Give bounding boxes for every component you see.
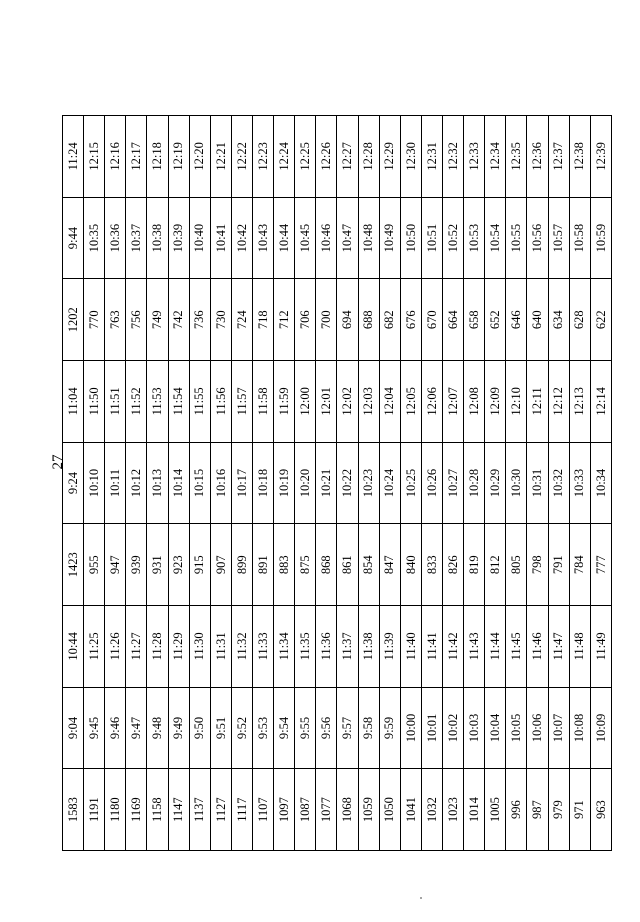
table-cell: 1137: [189, 769, 210, 851]
table-cell: 11:33: [252, 606, 273, 688]
table-cell: 10:41: [210, 197, 231, 279]
table-cell: 11:29: [168, 606, 189, 688]
table-cell: 770: [84, 279, 105, 361]
table-cell: 11:32: [231, 606, 252, 688]
table-cell: 652: [485, 279, 506, 361]
table-cell: 10:00: [400, 687, 421, 769]
table-cell: 12:15: [84, 116, 105, 198]
table-row: [548, 116, 569, 851]
table-cell: 12:20: [189, 116, 210, 198]
table-cell: 11:45: [506, 606, 527, 688]
table-cell: 826: [442, 524, 463, 606]
table-cell: 763: [105, 279, 126, 361]
table-row: [442, 116, 463, 851]
table-cell: 10:01: [421, 687, 442, 769]
table-cell: 11:57: [231, 361, 252, 443]
table-cell: 1169: [126, 769, 147, 851]
table-cell: 10:36: [105, 197, 126, 279]
table-cell: 10:35: [84, 197, 105, 279]
table-cell: 10:48: [358, 197, 379, 279]
table-cell: 10:42: [231, 197, 252, 279]
table-cell: 9:47: [126, 687, 147, 769]
table-cell: 12:29: [379, 116, 400, 198]
table-cell: 700: [316, 279, 337, 361]
table-cell: 12:30: [400, 116, 421, 198]
table-cell: 10:21: [316, 442, 337, 524]
table-cell: 10:22: [337, 442, 358, 524]
table-cell: 12:03: [358, 361, 379, 443]
table-cell: 11:38: [358, 606, 379, 688]
table-cell: 12:02: [337, 361, 358, 443]
table-cell: 10:04: [485, 687, 506, 769]
table-cell: 10:40: [189, 197, 210, 279]
table-cell: 847: [379, 524, 400, 606]
table-cell: 10:47: [337, 197, 358, 279]
table-cell: 12:24: [274, 116, 295, 198]
table-cell: 12:06: [421, 361, 442, 443]
table-cell: 11:52: [126, 361, 147, 443]
table-cell: 10:11: [105, 442, 126, 524]
table-row: [274, 116, 295, 851]
table-cell: 12:18: [147, 116, 168, 198]
table-cell: 868: [316, 524, 337, 606]
table-cell: 883: [274, 524, 295, 606]
table-cell: 875: [295, 524, 316, 606]
table-cell: 658: [464, 279, 485, 361]
table-cell: 9:04: [63, 687, 84, 769]
table-cell: 805: [506, 524, 527, 606]
table-cell: 9:44: [63, 197, 84, 279]
table-row: [168, 116, 189, 851]
table-cell: 10:31: [527, 442, 548, 524]
table-cell: 11:53: [147, 361, 168, 443]
table-cell: 963: [590, 769, 611, 851]
table-cell: 12:32: [442, 116, 463, 198]
table-cell: 11:37: [337, 606, 358, 688]
table-cell: 10:10: [84, 442, 105, 524]
table-cell: 10:51: [421, 197, 442, 279]
table-row: [527, 116, 548, 851]
table-cell: 12:11: [527, 361, 548, 443]
table-cell: 724: [231, 279, 252, 361]
table-cell: 12:31: [421, 116, 442, 198]
table-cell: 11:50: [84, 361, 105, 443]
table-cell: 12:14: [590, 361, 611, 443]
table-cell: 971: [569, 769, 590, 851]
table-cell: 12:04: [379, 361, 400, 443]
table-cell: 11:40: [400, 606, 421, 688]
table-cell: 12:00: [295, 361, 316, 443]
table-cell: 1202: [63, 279, 84, 361]
table-row: [400, 116, 421, 851]
table-cell: 10:27: [442, 442, 463, 524]
table-cell: 10:13: [147, 442, 168, 524]
table-cell: 11:41: [421, 606, 442, 688]
table-cell: 11:25: [84, 606, 105, 688]
table-cell: 819: [464, 524, 485, 606]
table-cell: 907: [210, 524, 231, 606]
table-cell: 915: [189, 524, 210, 606]
table-row: [252, 116, 273, 851]
table-cell: 833: [421, 524, 442, 606]
table-cell: 670: [421, 279, 442, 361]
table-cell: 10:07: [548, 687, 569, 769]
table-cell: 12:21: [210, 116, 231, 198]
table-cell: 12:27: [337, 116, 358, 198]
table-cell: 11:34: [274, 606, 295, 688]
table-cell: 10:17: [231, 442, 252, 524]
table-cell: 622: [590, 279, 611, 361]
table-cell: 12:39: [590, 116, 611, 198]
table-cell: 10:58: [569, 197, 590, 279]
table-cell: 987: [527, 769, 548, 851]
table-cell: 10:03: [464, 687, 485, 769]
table-cell: 10:52: [442, 197, 463, 279]
scan-speck: [420, 897, 422, 899]
table-cell: 682: [379, 279, 400, 361]
table-row: [189, 116, 210, 851]
table-cell: 11:55: [189, 361, 210, 443]
rotated-table-container: [62, 115, 612, 851]
table-cell: 10:20: [295, 442, 316, 524]
table-cell: 11:48: [569, 606, 590, 688]
table-cell: 11:28: [147, 606, 168, 688]
table-cell: 10:54: [485, 197, 506, 279]
table-cell: 12:35: [506, 116, 527, 198]
table-cell: 10:26: [421, 442, 442, 524]
table-cell: 10:16: [210, 442, 231, 524]
timetable: [62, 115, 612, 851]
table-cell: 694: [337, 279, 358, 361]
table-cell: 931: [147, 524, 168, 606]
table-cell: 10:15: [189, 442, 210, 524]
table-cell: 10:56: [527, 197, 548, 279]
table-cell: 996: [506, 769, 527, 851]
table-cell: 1191: [84, 769, 105, 851]
table-cell: 10:53: [464, 197, 485, 279]
table-cell: 10:44: [274, 197, 295, 279]
table-cell: 12:26: [316, 116, 337, 198]
table-cell: 9:46: [105, 687, 126, 769]
table-cell: 955: [84, 524, 105, 606]
table-cell: 1423: [63, 524, 84, 606]
table-row: [358, 116, 379, 851]
table-cell: 628: [569, 279, 590, 361]
table-cell: 12:33: [464, 116, 485, 198]
table-header-row: [63, 116, 84, 851]
table-cell: 9:49: [168, 687, 189, 769]
table-cell: 11:31: [210, 606, 231, 688]
table-cell: 9:24: [63, 442, 84, 524]
table-cell: 11:46: [527, 606, 548, 688]
table-cell: 1032: [421, 769, 442, 851]
table-cell: 10:23: [358, 442, 379, 524]
table-cell: 12:34: [485, 116, 506, 198]
table-cell: 12:10: [506, 361, 527, 443]
table-row: [485, 116, 506, 851]
table-cell: 11:35: [295, 606, 316, 688]
table-cell: 1097: [274, 769, 295, 851]
table-row: [464, 116, 485, 851]
table-cell: 1059: [358, 769, 379, 851]
table-cell: 1014: [464, 769, 485, 851]
table-cell: 10:33: [569, 442, 590, 524]
table-cell: 12:37: [548, 116, 569, 198]
page-number: 27: [50, 454, 66, 470]
table-cell: 664: [442, 279, 463, 361]
table-cell: 12:12: [548, 361, 569, 443]
table-cell: 12:17: [126, 116, 147, 198]
table-row: [421, 116, 442, 851]
table-cell: 11:30: [189, 606, 210, 688]
table-cell: 1127: [210, 769, 231, 851]
table-cell: 777: [590, 524, 611, 606]
table-cell: 9:50: [189, 687, 210, 769]
table-cell: 688: [358, 279, 379, 361]
table-cell: 11:54: [168, 361, 189, 443]
table-cell: 10:49: [379, 197, 400, 279]
table-row: [590, 116, 611, 851]
table-cell: 12:19: [168, 116, 189, 198]
table-cell: 10:12: [126, 442, 147, 524]
table-cell: 1087: [295, 769, 316, 851]
table-cell: 891: [252, 524, 273, 606]
table-cell: 1005: [485, 769, 506, 851]
table-cell: 11:59: [274, 361, 295, 443]
table-cell: 10:37: [126, 197, 147, 279]
table-cell: 718: [252, 279, 273, 361]
table-cell: 9:48: [147, 687, 168, 769]
table-row: [569, 116, 590, 851]
table-cell: 10:44: [63, 606, 84, 688]
table-cell: 11:36: [316, 606, 337, 688]
table-cell: 10:55: [506, 197, 527, 279]
table-row: [147, 116, 168, 851]
table-cell: 12:08: [464, 361, 485, 443]
table-row: [210, 116, 231, 851]
table-cell: 9:58: [358, 687, 379, 769]
table-cell: 10:28: [464, 442, 485, 524]
table-cell: 10:24: [379, 442, 400, 524]
table-cell: 712: [274, 279, 295, 361]
table-cell: 11:51: [105, 361, 126, 443]
table-cell: 9:54: [274, 687, 295, 769]
table-cell: 861: [337, 524, 358, 606]
table-cell: 9:59: [379, 687, 400, 769]
table-cell: 12:01: [316, 361, 337, 443]
table-cell: 10:14: [168, 442, 189, 524]
table-cell: 10:05: [506, 687, 527, 769]
table-cell: 11:43: [464, 606, 485, 688]
table-cell: 1583: [63, 769, 84, 851]
table-cell: 10:19: [274, 442, 295, 524]
table-cell: 10:02: [442, 687, 463, 769]
table-cell: 11:49: [590, 606, 611, 688]
table-cell: 11:42: [442, 606, 463, 688]
table-row: [506, 116, 527, 851]
table-cell: 1117: [231, 769, 252, 851]
table-cell: 10:34: [590, 442, 611, 524]
table-cell: 9:51: [210, 687, 231, 769]
table-cell: 923: [168, 524, 189, 606]
table-cell: 742: [168, 279, 189, 361]
timetable-body: [63, 116, 612, 851]
table-cell: 947: [105, 524, 126, 606]
table-row: [337, 116, 358, 851]
table-cell: 10:30: [506, 442, 527, 524]
table-cell: 12:22: [231, 116, 252, 198]
table-cell: 12:25: [295, 116, 316, 198]
table-cell: 1023: [442, 769, 463, 851]
table-cell: 12:23: [252, 116, 273, 198]
table-cell: 1041: [400, 769, 421, 851]
table-cell: 12:38: [569, 116, 590, 198]
table-cell: 12:28: [358, 116, 379, 198]
table-cell: 784: [569, 524, 590, 606]
table-row: [231, 116, 252, 851]
table-cell: 11:47: [548, 606, 569, 688]
table-cell: 10:18: [252, 442, 273, 524]
table-cell: 10:06: [527, 687, 548, 769]
table-cell: 9:57: [337, 687, 358, 769]
table-cell: 11:58: [252, 361, 273, 443]
table-cell: 640: [527, 279, 548, 361]
table-cell: 9:53: [252, 687, 273, 769]
table-cell: 812: [485, 524, 506, 606]
table-cell: 11:56: [210, 361, 231, 443]
table-cell: 756: [126, 279, 147, 361]
table-cell: 12:07: [442, 361, 463, 443]
table-cell: 854: [358, 524, 379, 606]
table-cell: 10:45: [295, 197, 316, 279]
table-cell: 10:46: [316, 197, 337, 279]
table-cell: 676: [400, 279, 421, 361]
table-cell: 10:57: [548, 197, 569, 279]
table-cell: 11:27: [126, 606, 147, 688]
table-row: [295, 116, 316, 851]
table-cell: 1068: [337, 769, 358, 851]
table-cell: 12:36: [527, 116, 548, 198]
table-cell: 730: [210, 279, 231, 361]
table-cell: 1147: [168, 769, 189, 851]
table-cell: 10:25: [400, 442, 421, 524]
table-cell: 979: [548, 769, 569, 851]
table-cell: 9:52: [231, 687, 252, 769]
table-cell: 10:59: [590, 197, 611, 279]
table-cell: 1050: [379, 769, 400, 851]
table-cell: 736: [189, 279, 210, 361]
table-cell: 646: [506, 279, 527, 361]
table-cell: 12:16: [105, 116, 126, 198]
table-cell: 11:04: [63, 361, 84, 443]
table-cell: 12:05: [400, 361, 421, 443]
table-cell: 9:55: [295, 687, 316, 769]
table-cell: 10:09: [590, 687, 611, 769]
table-cell: 10:29: [485, 442, 506, 524]
table-cell: 749: [147, 279, 168, 361]
table-cell: 9:45: [84, 687, 105, 769]
table-cell: 11:24: [63, 116, 84, 198]
table-cell: 1107: [252, 769, 273, 851]
table-cell: 1158: [147, 769, 168, 851]
table-row: [84, 116, 105, 851]
table-row: [126, 116, 147, 851]
table-cell: 10:43: [252, 197, 273, 279]
table-cell: 634: [548, 279, 569, 361]
table-cell: 11:39: [379, 606, 400, 688]
table-cell: 1077: [316, 769, 337, 851]
table-cell: 899: [231, 524, 252, 606]
table-row: [105, 116, 126, 851]
table-cell: 1180: [105, 769, 126, 851]
table-cell: 840: [400, 524, 421, 606]
table-cell: 10:32: [548, 442, 569, 524]
table-row: [379, 116, 400, 851]
table-cell: 10:38: [147, 197, 168, 279]
table-cell: 9:56: [316, 687, 337, 769]
table-cell: 10:08: [569, 687, 590, 769]
table-cell: 10:39: [168, 197, 189, 279]
table-cell: 939: [126, 524, 147, 606]
table-cell: 12:09: [485, 361, 506, 443]
table-cell: 12:13: [569, 361, 590, 443]
table-row: [316, 116, 337, 851]
table-cell: 706: [295, 279, 316, 361]
table-cell: 798: [527, 524, 548, 606]
table-cell: 10:50: [400, 197, 421, 279]
table-cell: 791: [548, 524, 569, 606]
table-cell: 11:44: [485, 606, 506, 688]
table-cell: 11:26: [105, 606, 126, 688]
